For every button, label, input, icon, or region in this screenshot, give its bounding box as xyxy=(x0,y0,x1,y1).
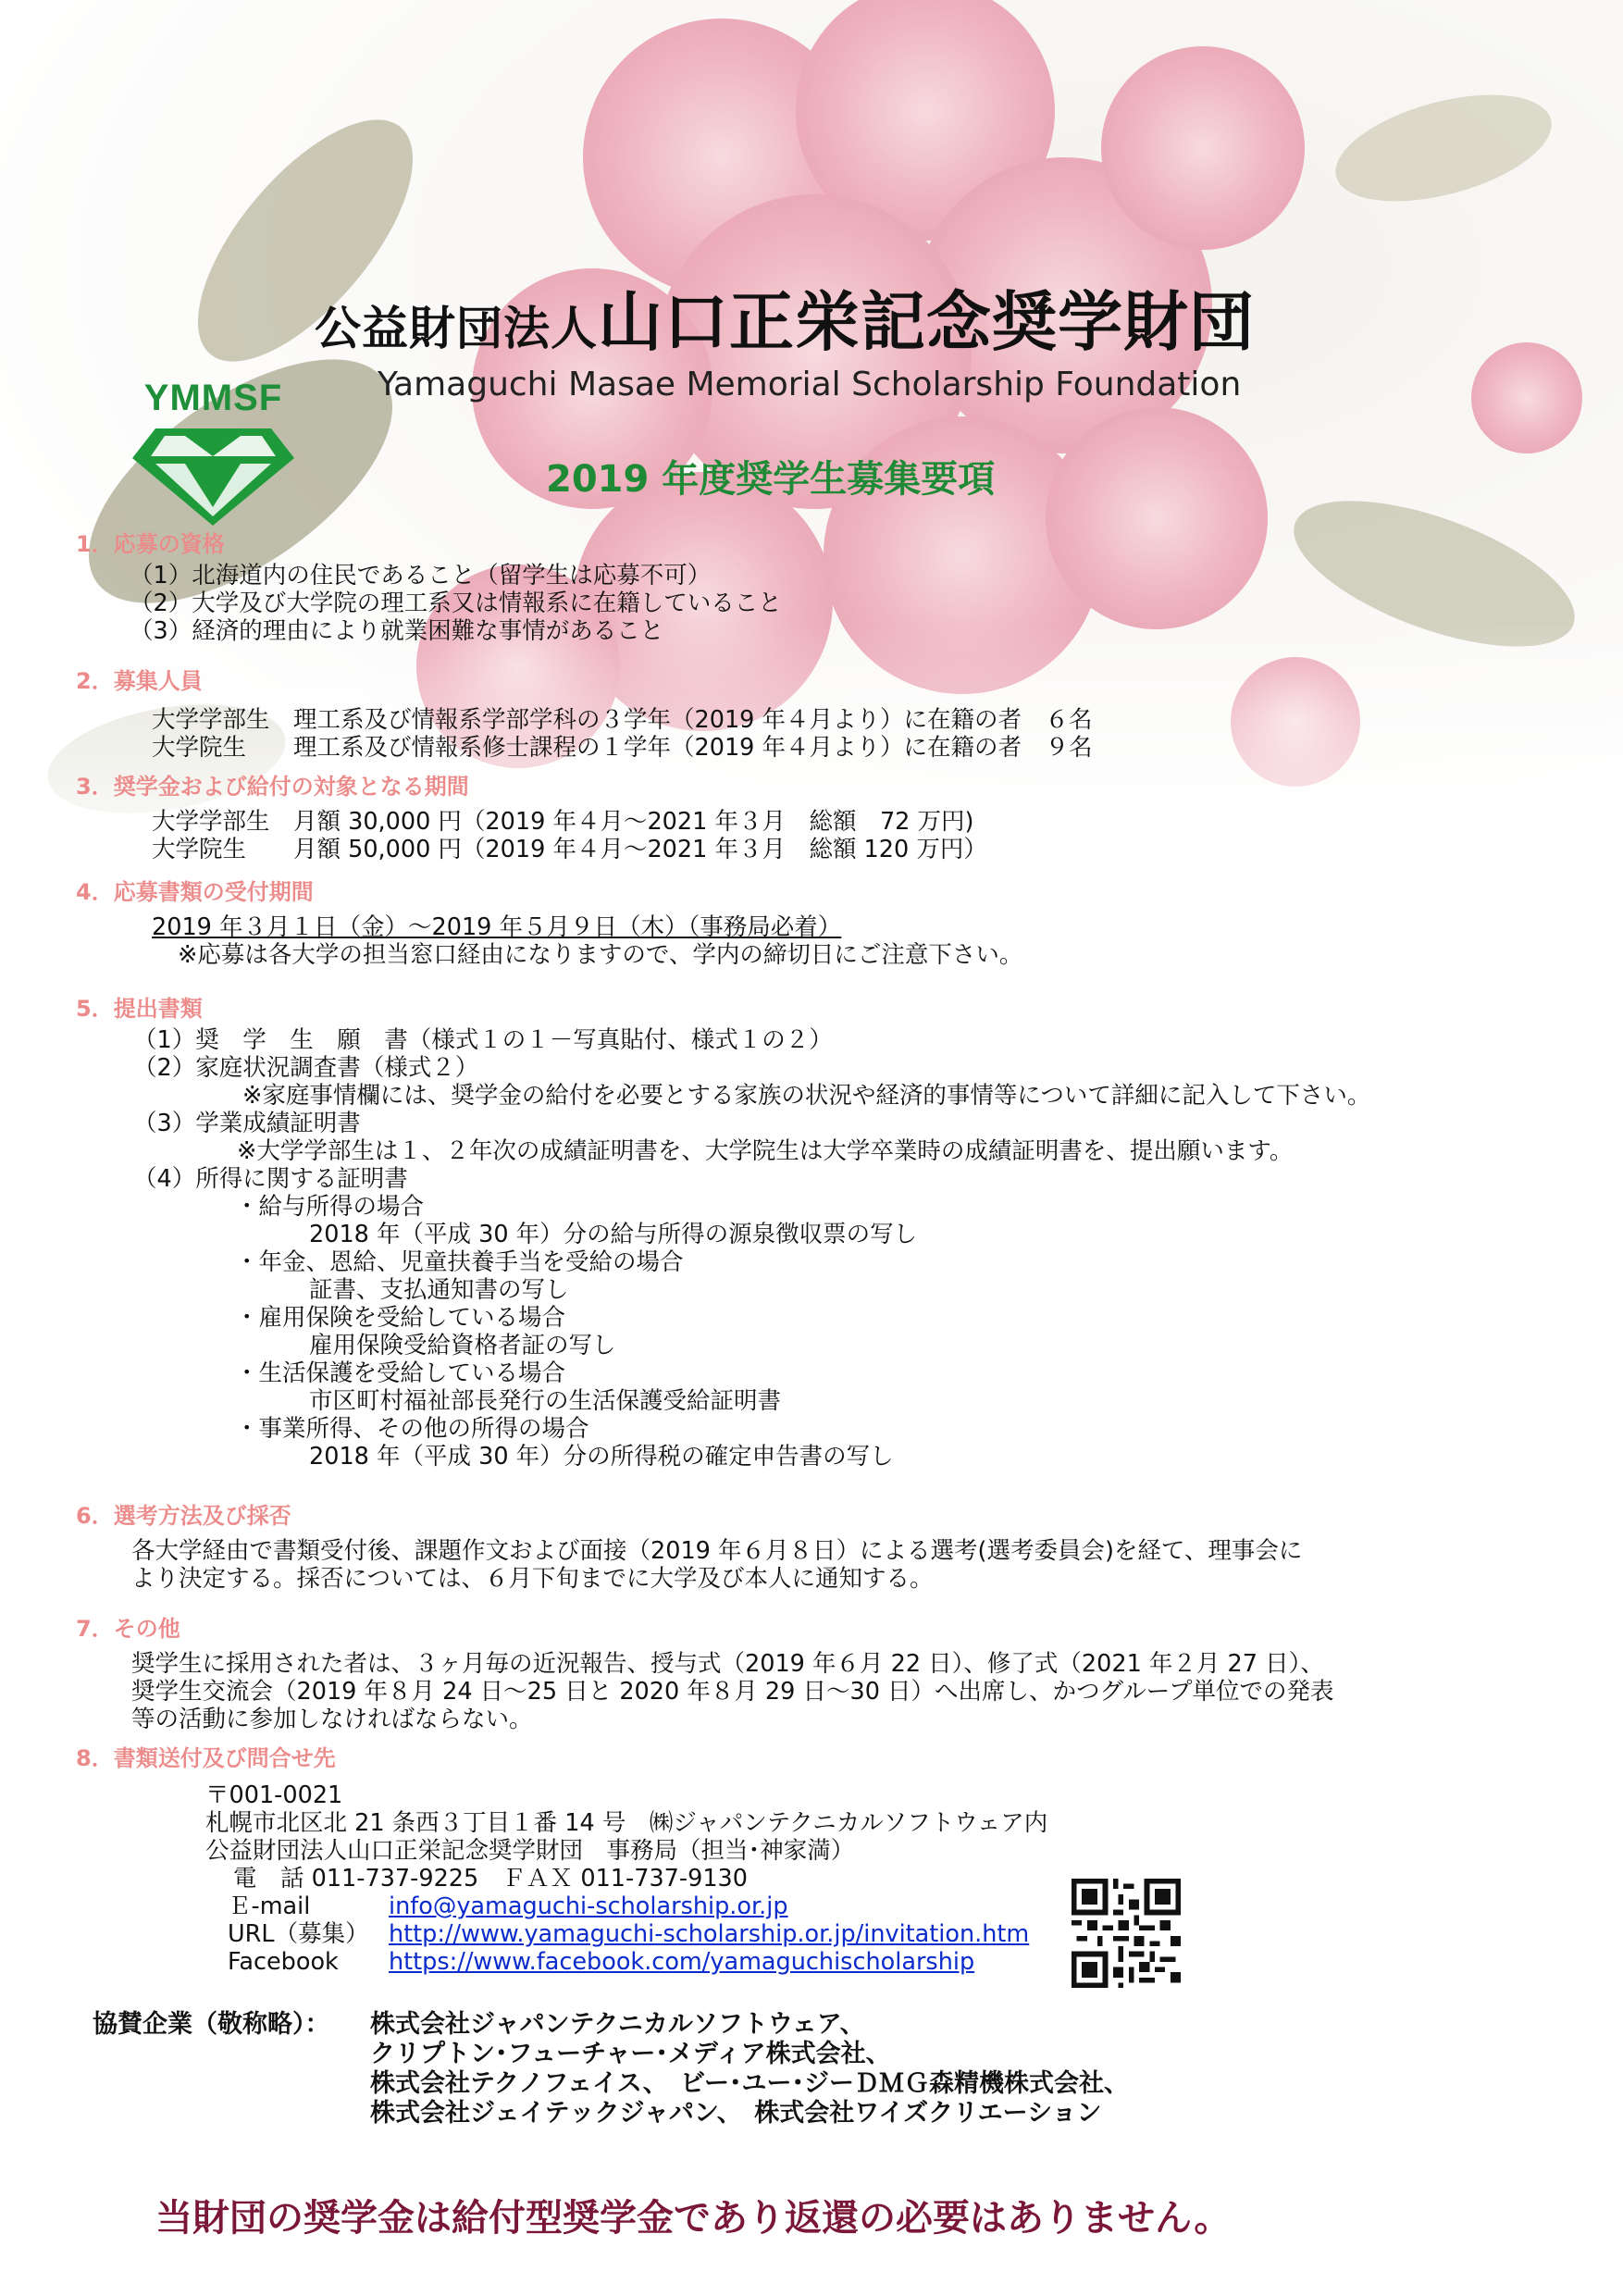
section-required-documents xyxy=(76,990,1370,1471)
section-heading: 6．選考方法及び採否 xyxy=(76,1503,291,1529)
eligibility-item: （2）大学及び大学院の理工系又は情報系に在籍していること xyxy=(130,590,782,617)
income-case: ・事業所得、その他の所得の場合 xyxy=(235,1415,589,1443)
selection-text: より決定する。採否については、６月下旬までに大学及び本人に通知する。 xyxy=(131,1565,934,1593)
office-name: 公益財団法人山口正栄記念奨学財団 事務局（担当･神家満） xyxy=(205,1837,855,1865)
application-note: ※応募は各大学の担当窓口経由になりますので、学内の締切日にご注意下さい。 xyxy=(178,941,1023,969)
other-text: 等の活動に参加しなければならない。 xyxy=(131,1706,533,1733)
facebook-link[interactable]: https://www.facebook.com/yamaguchischolarship xyxy=(389,1948,975,1976)
title-main: 山口正栄記念奨学財団 xyxy=(598,284,1255,360)
sponsor-line: 株式会社ジャパンテクニカルソフトウェア、 xyxy=(370,2010,865,2039)
section-heading: 2．募集人員 xyxy=(76,668,203,694)
title-english: Yamaguchi Masae Memorial Scholarship Foundation xyxy=(378,366,1242,403)
foundation-title xyxy=(315,270,1255,364)
sponsor-line: 株式会社テクノフェイス、 ビー･ユー･ジーＤＭＧ森精機株式会社、 xyxy=(370,2069,1129,2098)
income-document: 2018 年（平成 30 年）分の所得税の確定申告書の写し xyxy=(309,1443,894,1471)
recruitment-subtitle: 2019 年度奨学生募集要項 xyxy=(546,458,996,501)
facebook-label: Facebook xyxy=(228,1948,339,1976)
logo-text: YMMSF xyxy=(143,378,283,418)
income-case: ・給与所得の場合 xyxy=(235,1193,425,1221)
diamond-logo-icon xyxy=(128,419,299,530)
income-document: 雇用保険受給資格者証の写し xyxy=(309,1332,616,1359)
income-document: 証書、支払通知書の写し xyxy=(309,1276,569,1304)
section-heading: 4．応募書類の受付期間 xyxy=(76,879,314,905)
document-item: （4）所得に関する証明書 xyxy=(133,1165,408,1193)
other-text: 奨学生に採用された者は、３ヶ月毎の近況報告、授与式（2019 年６月 22 日）、修了式（2021 年２月 27 日）、 xyxy=(131,1650,1324,1678)
income-case: ・生活保護を受給している場合 xyxy=(235,1359,566,1387)
section-heading: 7．その他 xyxy=(76,1616,180,1642)
document-note: ※家庭事情欄には、奨学金の給付を必要とする家族の状況や経済的事情等について詳細に記入して下さい。 xyxy=(242,1082,1371,1110)
section-scholarship-amount xyxy=(76,768,987,863)
count-line: 大学院生 理工系及び情報系修士課程の１学年（2019 年４月より）に在籍の者 ９名 xyxy=(152,734,1093,762)
sponsor-line: 株式会社ジェイテックジャパン、 株式会社ワイズクリエーション xyxy=(370,2099,1102,2128)
count-line: 大学学部生 理工系及び情報系学部学科の３学年（2019 年４月より）に在籍の者 ６名 xyxy=(152,706,1093,734)
document-item: （1）奨 学 生 願 書（様式１の１－写真貼付、様式１の２） xyxy=(133,1026,833,1054)
amount-line: 大学学部生 月額 30,000 円（2019 年４月～2021 年３月 総額 72 万円) xyxy=(152,808,974,836)
income-document: 2018 年（平成 30 年）分の給与所得の源泉徴収票の写し xyxy=(309,1221,918,1248)
eligibility-item: （1）北海道内の住民であること（留学生は応募不可） xyxy=(130,562,712,590)
sponsor-line: クリプトン･フューチャー･メディア株式会社、 xyxy=(370,2040,891,2068)
email-link[interactable]: info@yamaguchi-scholarship.or.jp xyxy=(389,1893,788,1920)
income-case: ・年金、恩給、児童扶養手当を受給の場合 xyxy=(235,1248,684,1276)
section-contact xyxy=(76,1740,1047,1976)
section-recruitment-count xyxy=(76,663,1093,762)
section-heading: 5．提出書類 xyxy=(76,996,203,1022)
selection-text: 各大学経由で書類受付後、課題作文および面接（2019 年６月８日）による選考(選考委員会)を経て、理事会に xyxy=(131,1537,1303,1565)
document-item: （3）学業成績証明書 xyxy=(133,1110,361,1137)
section-eligibility xyxy=(76,526,782,645)
section-selection-method xyxy=(76,1497,1302,1593)
qr-code-icon[interactable] xyxy=(1072,1879,1181,1988)
amount-line: 大学院生 月額 50,000 円（2019 年４月～2021 年３月 総額 120 万円） xyxy=(152,836,987,863)
title-prefix: 公益財団法人 xyxy=(315,302,598,355)
income-case: ・雇用保険を受給している場合 xyxy=(235,1304,566,1332)
eligibility-item: （3）経済的理由により就業困難な事情があること xyxy=(130,617,664,645)
section-application-period xyxy=(76,874,1022,969)
document-note: ※大学学部生は１、２年次の成績証明書を、大学院生は大学卒業時の成績証明書を、提出願います。 xyxy=(237,1137,1294,1165)
section-heading: 8．書類送付及び問合せ先 xyxy=(76,1745,336,1771)
postal-code: 〒001-0021 xyxy=(205,1781,343,1809)
section-heading: 1．応募の資格 xyxy=(76,531,225,557)
sponsor-label: 協賛企業（敬称略）： xyxy=(93,2010,330,2039)
logo xyxy=(128,378,299,534)
address: 札幌市北区北 21 条西３丁目１番 14 号 ㈱ジャパンテクニカルソフトウェア内 xyxy=(205,1809,1048,1837)
document-item: （2）家庭状況調査書（様式２） xyxy=(133,1054,479,1082)
sponsor-block xyxy=(93,2010,1129,2128)
phone-fax: 電 話 011-737-9225 ＦＡＸ 011-737-9130 xyxy=(233,1865,748,1893)
section-heading: 3．奨学金および給付の対象となる期間 xyxy=(76,774,469,800)
email-label: Ｅ-mail xyxy=(228,1893,311,1920)
recruitment-url-link[interactable]: http://www.yamaguchi-scholarship.or.jp/invitation.htm xyxy=(389,1920,1030,1948)
url-label: URL（募集） xyxy=(228,1920,369,1948)
section-other xyxy=(76,1610,1334,1733)
income-document: 市区町村福祉部長発行の生活保護受給証明書 xyxy=(309,1387,782,1415)
application-period: 2019 年３月１日（金）～2019 年５月９日（木）（事務局必着） xyxy=(152,913,842,941)
footer-notice: 当財団の奨学金は給付型奨学金であり返還の必要はありません。 xyxy=(155,2197,1232,2240)
other-text: 奨学生交流会（2019 年８月 24 日～25 日と 2020 年８月 29 日～30 日）へ出席し、かつグループ単位での発表 xyxy=(131,1678,1334,1706)
